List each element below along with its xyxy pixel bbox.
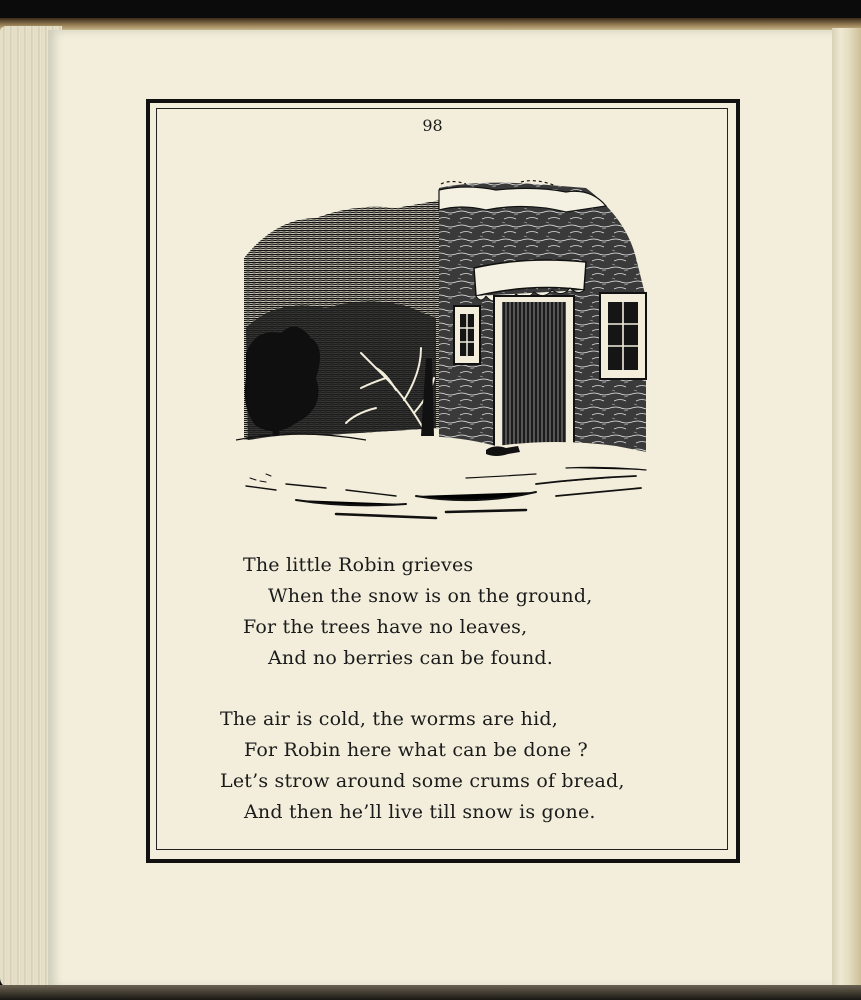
poem-line: For the trees have no leaves,	[243, 616, 528, 638]
poem-line: When the snow is on the ground,	[268, 585, 593, 607]
page-number: 98	[422, 116, 443, 135]
book-right-edge	[832, 28, 861, 1000]
poem-line: And then he’ll live till snow is gone.	[244, 801, 596, 823]
poem-line: Let’s strow around some crums of bread,	[220, 770, 625, 792]
poem-line: The little Robin grieves	[243, 554, 474, 576]
book-bottom-shadow	[0, 985, 861, 1000]
poem-line: For Robin here what can be done ?	[244, 739, 588, 761]
woodcut-snow-cottage-icon	[236, 178, 652, 528]
poem-line: And no berries can be found.	[268, 647, 553, 669]
poem-line: The air is cold, the worms are hid,	[220, 708, 558, 730]
